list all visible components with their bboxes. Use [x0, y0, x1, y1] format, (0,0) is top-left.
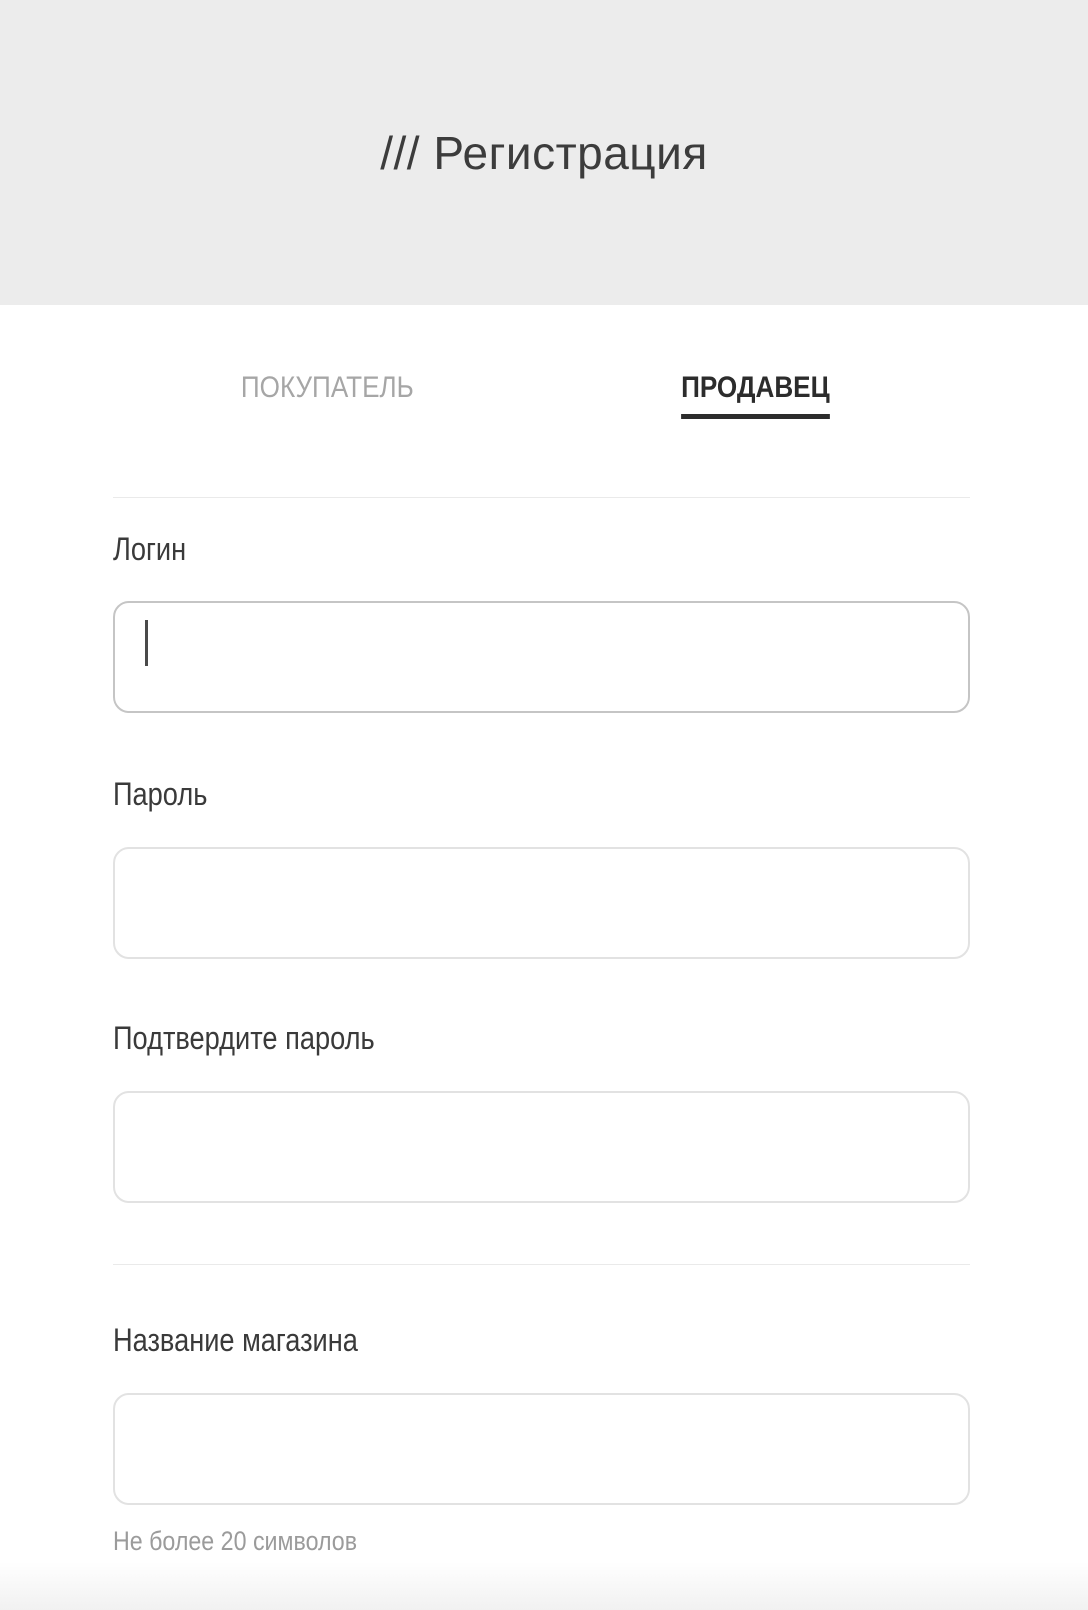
tab-buyer[interactable] — [113, 371, 542, 427]
login-input-wrap — [113, 601, 970, 713]
page-title: /// Регистрация — [380, 126, 708, 179]
text-caret — [145, 620, 148, 666]
confirm-password-input-wrap — [113, 1091, 970, 1203]
password-label: Пароль — [113, 776, 208, 812]
divider-middle — [113, 1264, 970, 1265]
confirm-password-label: Подтвердите пароль — [113, 1020, 375, 1056]
password-input-wrap — [113, 847, 970, 959]
login-input[interactable] — [113, 601, 970, 713]
login-label: Логин — [113, 531, 187, 567]
store-name-label: Название магазина — [113, 1322, 358, 1358]
next-section-fade — [0, 1562, 1088, 1610]
registration-form — [0, 371, 1088, 1557]
tab-buyer-label: ПОКУПАТЕЛЬ — [240, 371, 414, 404]
registration-header — [0, 0, 1088, 305]
store-name-hint: Не более 20 символов — [113, 1526, 358, 1556]
tab-seller[interactable] — [542, 371, 971, 427]
divider-top — [113, 497, 970, 498]
store-name-input-wrap — [113, 1393, 970, 1505]
tab-seller-label: ПРОДАВЕЦ — [681, 371, 830, 419]
store-name-input[interactable] — [113, 1393, 970, 1505]
role-tabs — [113, 371, 970, 427]
confirm-password-input[interactable] — [113, 1091, 970, 1203]
password-input[interactable] — [113, 847, 970, 959]
